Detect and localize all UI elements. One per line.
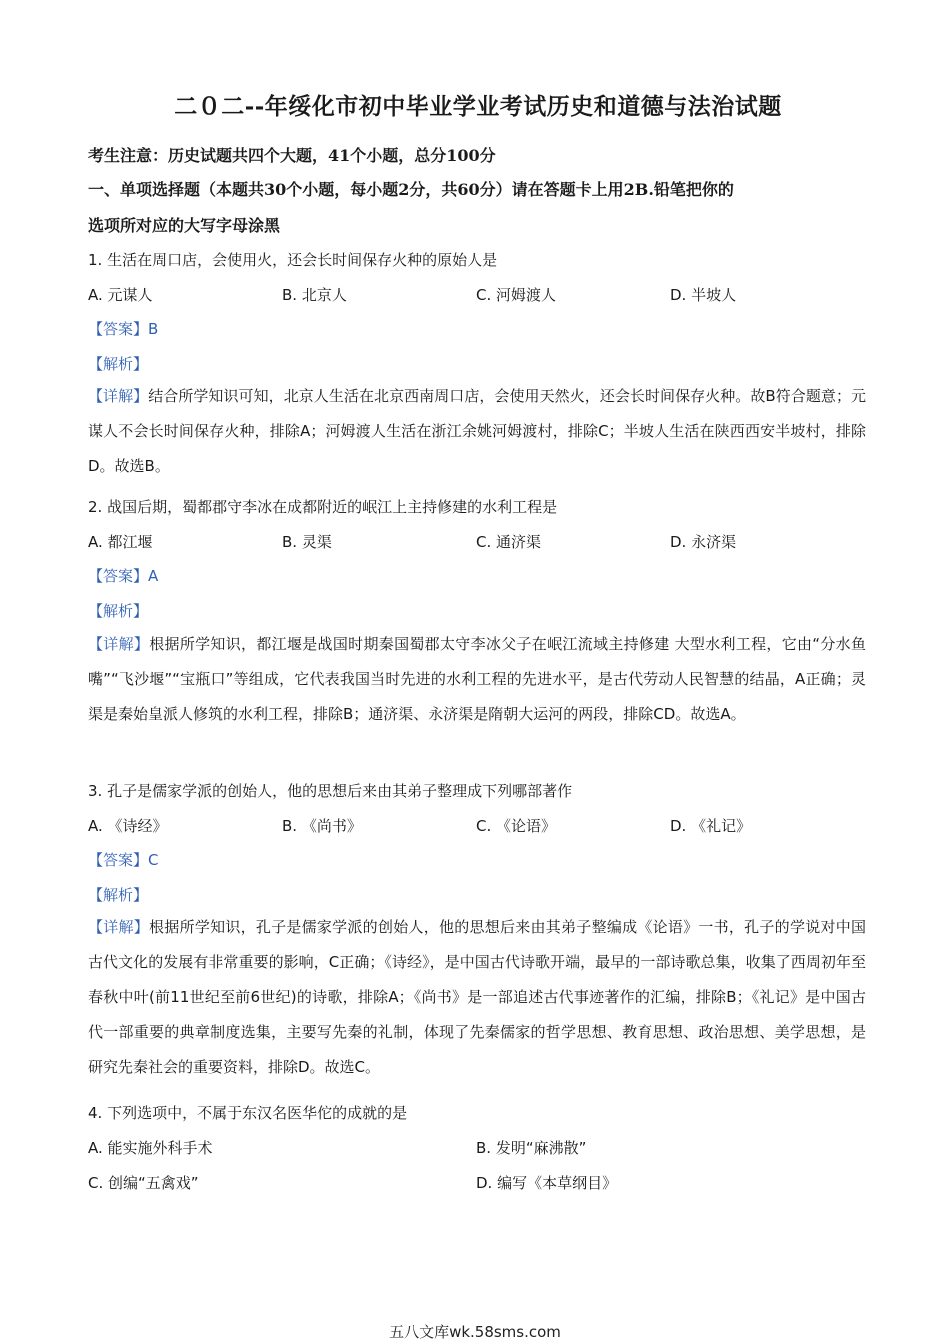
q2-detail: 【详解】根据所学知识，都江堰是战国时期秦国蜀郡太守李冰父子在岷江流域主持修建 大型水利工程，它由“分水鱼嘴”“飞沙堰”“宝瓶口”等组成，它代表我国当时先进的水利工程的先进水平，是古代劳动人民智慧的结晶，A正确；灵渠是秦始皇派人修筑的水利工程，排除B；通济渠、永济渠是隋朝大运河的两段，排除CD。故选A。 — [88, 635, 866, 723]
q1-detail: 【详解】结合所学知识可知，北京人生活在北京西南周口店，会使用天然火，还会长时间保存火种。故B符合题意；元谋人不会长时间保存火种，排除A；河姆渡人生活在浙江余姚河姆渡村，排除C；半坡人生活在陕西西安半坡村，排除D。故选B。 — [88, 387, 866, 475]
q3-detail: 【详解】根据所学知识，孔子是儒家学派的创始人，他的思想后来由其弟子整编成《论语》一书，孔子的学说对中国古代文化的发展有非常重要的影响，C正确；《诗经》，是中国古代诗歌开端，最早的一部诗歌总集，收集了西周初年至春秋中叶(前11世纪至前6世纪)的诗歌，排除A；《尚书》是一部追述古代事迹著作的汇编，排除B；《礼记》是中国古代一部重要的典章制度选集，主要写先秦的礼制，体现了先秦儒家的哲学思想、教育思想、政治思想、美学思想，是研究先秦社会的重要资料，排除D。故选C。 — [88, 918, 866, 1076]
q3-option-a: A. 《诗经》 — [88, 817, 168, 835]
question-2: 2. 战国后期，蜀都郡守李冰在成都附近的岷江上主持修建的水利工程是 — [88, 498, 558, 516]
question-4: 4. 下列选项中，不属于东汉名医华佗的成就的是 — [88, 1104, 408, 1122]
q2-option-c: C. 通济渠 — [476, 533, 542, 551]
q4-option-d: D. 编写《本草纲目》 — [476, 1174, 618, 1192]
q2-option-a: A. 都江堰 — [88, 533, 153, 551]
q1-analysis-label: 【解析】 — [88, 355, 149, 373]
detail-label: 【详解】 — [88, 635, 150, 653]
q2-answer: 【答案】A — [88, 567, 159, 585]
section-heading-line-1: 一、单项选择题（本题共30个小题，每小题2分，共60分）请在答题卡上用2B.铅笔把你的 — [88, 180, 734, 199]
q3-option-c: C. 《论语》 — [476, 817, 557, 835]
q1-option-b: B. 北京人 — [282, 286, 347, 304]
detail-label: 【详解】 — [88, 918, 150, 936]
q2-option-d: D. 永济渠 — [670, 533, 737, 551]
q2-option-b: B. 灵渠 — [282, 533, 332, 551]
question-3: 3. 孔子是儒家学派的创始人，他的思想后来由其弟子整理成下列哪部著作 — [88, 782, 573, 800]
q3-analysis-label: 【解析】 — [88, 886, 149, 904]
q1-answer-text: 【答案】B — [88, 320, 159, 338]
q3-option-d: D. 《礼记》 — [670, 817, 752, 835]
q1-option-a: A. 元谋人 — [88, 286, 153, 304]
q3-answer: 【答案】C — [88, 851, 159, 869]
page-footer-watermark: 五八文库wk.58sms.com — [389, 1323, 561, 1341]
q2-analysis-label: 【解析】 — [88, 602, 149, 620]
exam-notice: 考生注意：历史试题共四个大题，41个小题，总分100分 — [88, 146, 496, 165]
section-heading-line-2: 选项所对应的大写字母涂黑 — [88, 216, 281, 235]
page-title: 二０二--年绥化市初中毕业学业考试历史和道德与法治试题 — [174, 93, 782, 120]
q3-option-b: B. 《尚书》 — [282, 817, 362, 835]
q4-option-c: C. 创编“五禽戏” — [88, 1174, 199, 1192]
q1-option-d: D. 半坡人 — [670, 286, 737, 304]
q4-option-a: A. 能实施外科手术 — [88, 1139, 213, 1157]
q1-answer — [88, 318, 158, 339]
detail-label: 【详解】 — [88, 387, 149, 405]
q4-option-b: B. 发明“麻沸散” — [476, 1139, 587, 1157]
question-1: 1. 生活在周口店，会使用火，还会长时间保存火种的原始人是 — [88, 251, 498, 269]
q1-option-c: C. 河姆渡人 — [476, 286, 557, 304]
